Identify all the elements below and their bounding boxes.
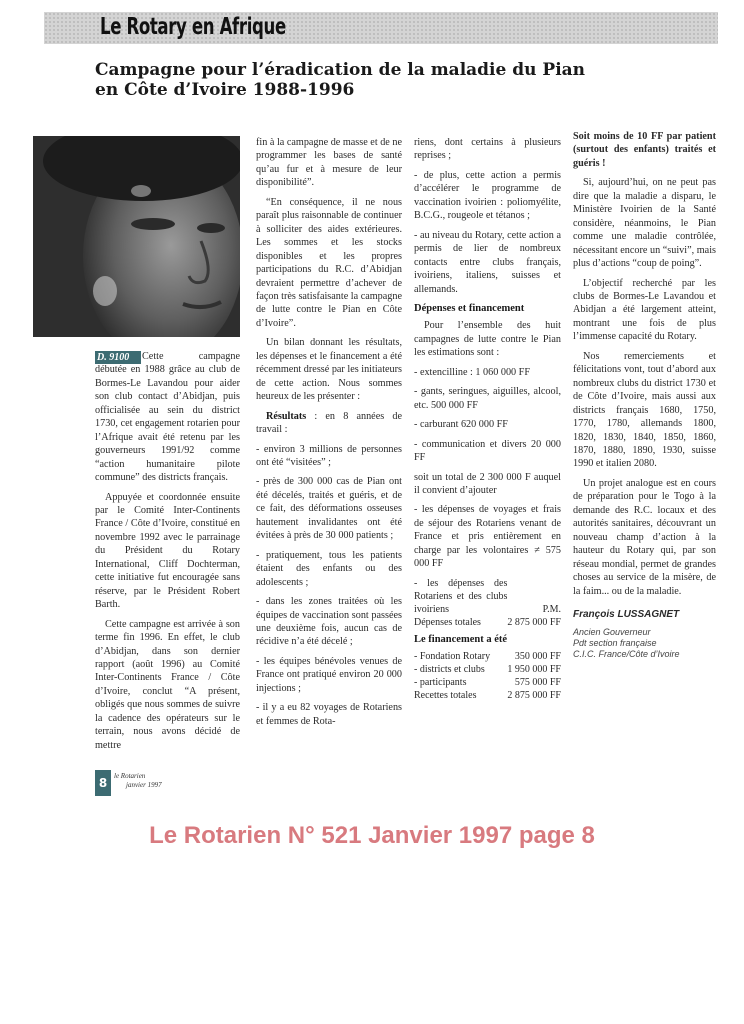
portrait-photo-graphic [33, 136, 240, 337]
col4-paragraph-3: Nos remerciements et félicitations vont, tout d’abord aux nombreux clubs du district 1730 et de Côte d’Ivoire, mais aussi aux districts français 1680, 1750, 1770, 1780, allemands 1800, 1820, 1830, 1840, 1850, 1860, 1870, 1880, 1890, 1930, suisse 1990 et italien 2080. [573, 350, 716, 470]
portrait-photo [33, 136, 240, 337]
ivorian-expenses-label: - les dépenses des Rotariens et des clubs ivoiriens [414, 577, 508, 615]
financing-value: 350 000 FF [514, 651, 561, 663]
page-caption: Le Rotarien N° 521 Janvier 1997 page 8 [149, 822, 595, 849]
col1-paragraph-3: Cette campagne est arrivée à son terme fin 1996. En effet, le club d’Abidjan, dans son dernier rapport (août 1996) au Comité Inter-Continents France / Côte d’Ivoire, conclut “A présent, obligés que nous sommes de suivre la cadence des opérateurs sur le terrain, nous avons décidé de mettre [95, 618, 240, 751]
col3-paragraph-4: Pour l’ensemble des huit campagnes de lutte contre le Pian les estimations sont : [414, 320, 561, 359]
col3-paragraph-3: - au niveau du Rotary, cette action a permis de lier de nombreux contacts entre clubs français, ivoiriens, italiens, suisses et allemands. [414, 229, 561, 295]
col4-paragraph-4: Un projet analogue est en cours de préparation pour le Togo à la demande des R.C. locaux et des autorités sanitaires, découvrant un nouveau champ d’action à la hauteur du Rotary qui, par son réseau mondial, permet de grandes choses au service de la misère, de la faim... ou de la maladie. [573, 477, 716, 597]
results-heading [256, 410, 402, 437]
total-receipts-label: Recettes totales [414, 690, 477, 702]
article-title-line1: Campagne pour l’éradication de la maladie du Pian [95, 60, 586, 80]
col2-paragraph-1: fin à la campagne de masse et de ne programmer les bases de santé qu’au fur et à mesure de leur disponibilité”. [256, 137, 402, 189]
expenses-heading: Dépenses et financement [414, 302, 525, 314]
results-item: - pratiquement, tous les patients étaient des enfants ou des adolescents ; [256, 549, 402, 588]
total-receipts-value: 2 875 000 FF [507, 690, 561, 702]
table-row [414, 689, 561, 702]
results-item: - il y a eu 82 voyages de Rotariens et femmes de Rota- [256, 702, 402, 727]
author-role-1: Ancien Gouverneur [573, 627, 651, 638]
col4-paragraph-2: L’objectif recherché par les clubs de Bormes-Le Lavandou et Abidjan a été largement atteint, montrant une fois de plus l’immense capacité du Rotary. [573, 277, 716, 343]
total-expenses-value: 2 875 000 FF [507, 616, 561, 628]
column-2 [256, 136, 402, 734]
ivorian-expenses-table [414, 577, 561, 629]
expense-item: - gants, seringues, aiguilles, alcool, etc. 500 000 FF [414, 386, 561, 411]
column-1 [95, 350, 240, 758]
table-row [414, 650, 561, 663]
expense-item: - extencilline : 1 060 000 FF [414, 366, 531, 378]
expense-item: - communication et divers 20 000 FF [414, 438, 561, 464]
results-item: - dans les zones traitées où les équipes de vaccination sont passées une deuxième fois, aucun cas de récidive n’a été décelé ; [256, 596, 402, 648]
financing-label: - Fondation Rotary [414, 651, 491, 663]
author-name: François LUSSAGNET [573, 608, 680, 620]
results-item: - près de 300 000 cas de Pian ont été décelés, traités et guéris, et de ce fait, des déformations osseuses hautement invalidantes ont été évitées à près de 30 000 patients ; [256, 476, 402, 542]
magazine-name: le Rotarien [114, 772, 146, 780]
results-item: - environ 3 millions de personnes ont été “visitées” ; [256, 443, 402, 468]
article-title [95, 60, 615, 100]
col1-paragraph-2: Appuyée et coordonnée ensuite par le Comité Inter-Continents France / Côte d’Ivoire, constitué en novembre 1992 avec le parrainage du Président du Rotary International, Cliff Dochterman, cette initiative fut encouragée sans réserve, par le Président Robert Barth. [95, 491, 240, 611]
financing-value: 575 000 FF [514, 677, 561, 689]
column-3 [414, 136, 561, 702]
table-row [414, 663, 561, 676]
magazine-footer [114, 772, 162, 790]
results-item: - les équipes bénévoles venues de France ont pratiqué environ 20 000 injections ; [256, 655, 402, 694]
page-number-badge: 8 [95, 770, 111, 796]
col2-paragraph-3: Un bilan donnant les résultats, les dépenses et le financement a été récemment dressé par les initiateurs de cette action. Nous sommes heureux de les présenter : [256, 337, 402, 403]
magazine-date: janvier 1997 [126, 781, 162, 789]
col2-paragraph-2: “En conséquence, il ne nous paraît plus raisonnable de continuer à solliciter des aides extérieures. Les sommes et les stocks disponibles et les propres participations du R.C. d’Abidjan devraient permettre d’achever de façon très satisfaisante la campagne de lutte contre le Pian en Côte d’Ivoire”. [256, 196, 402, 329]
district-tag: D. 9100 [95, 351, 141, 364]
author-role-2: Pdt section française [573, 638, 657, 649]
ivorian-expenses-value: P.M. [542, 603, 561, 615]
travel-expenses: - les dépenses de voyages et frais de séjour des Rotariens venant de France et pris entièrement en charge par les volontaires ≠ 575 000 FF [414, 504, 561, 570]
col3-paragraph-1: riens, dont certains à plusieurs reprises ; [414, 137, 561, 162]
author-role-3: C.I.C. France/Côte d’Ivoire [573, 649, 680, 660]
financing-heading: Le financement a été [414, 633, 508, 645]
col1-paragraph-1: Cette campagne débutée en 1988 grâce au club de Bormes-Le Lavandou pour aider son club contact d’Abidjan, puis officialisée au sein du district 1730, cet engagement rotarien pour l’Afrique avait été retenu par les gouverneurs 1991/92 comme “action humanitaire pilote commune” des districts français. [95, 351, 240, 484]
results-label: Résultats [266, 410, 307, 422]
financing-label: - districts et clubs [414, 664, 485, 676]
financing-value: 1 950 000 FF [507, 664, 561, 676]
section-banner [44, 12, 718, 44]
table-row [414, 676, 561, 689]
table-row [414, 616, 561, 629]
table-row [414, 577, 561, 616]
results-intro: : en 8 années de travail : [256, 410, 402, 436]
total-expenses-label: Dépenses totales [414, 616, 481, 628]
expense-item: - carburant 620 000 FF [414, 419, 508, 431]
section-banner-title: Le Rotary en Afrique [100, 14, 286, 40]
expense-total: soit un total de 2 300 000 F auquel il convient d’ajouter [414, 471, 561, 496]
column-4 [573, 130, 716, 660]
col4-lead: Soit moins de 10 FF par patient (surtout des enfants) traités et guéris ! [573, 131, 716, 169]
article-title-line2: en Côte d’Ivoire 1988-1996 [95, 80, 355, 100]
financing-label: - participants [414, 677, 467, 689]
col3-paragraph-2: - de plus, cette action a permis d’accélérer le programme de vaccination ivoirien : poliomyélite, B.C.G., rougeole et tétanos ; [414, 169, 561, 222]
financing-table [414, 650, 561, 702]
col4-paragraph-1: Si, aujourd’hui, on ne peut pas dire que la maladie a disparu, le Ministère Ivoirien de la Santé considère, néanmoins, le Pian comme une maladie contrôlée, nécessitant encore un “suivi”, mais plus d’actions “coup de poing”. [573, 177, 716, 270]
